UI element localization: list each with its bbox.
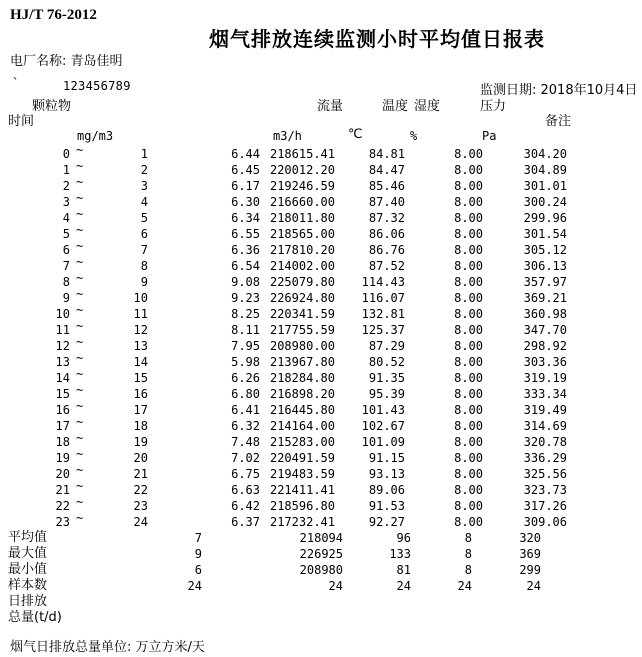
- hour-end-cell: 3: [140, 179, 148, 193]
- particulate-cell: 6.17: [231, 179, 260, 193]
- flow-cell: 214164.00: [269, 419, 335, 433]
- pressure-cell: 305.12: [523, 243, 567, 257]
- summary-row: [0, 578, 642, 594]
- particulate-cell: 7.02: [231, 451, 260, 465]
- humidity-cell: 8.00: [454, 435, 483, 449]
- summary-value-pressure: 369: [519, 547, 541, 561]
- hour-end-cell: 17: [133, 403, 148, 417]
- temperature-cell: 92.27: [368, 515, 405, 529]
- humidity-cell: 8.00: [454, 387, 483, 401]
- particulate-cell: 6.26: [231, 371, 260, 385]
- column-header-particulate: 颗粒物: [32, 99, 72, 114]
- temperature-cell: 87.29: [368, 339, 405, 353]
- summary-row: [0, 530, 642, 546]
- temperature-cell: 86.76: [368, 243, 405, 257]
- hour-end-cell: 23: [133, 499, 148, 513]
- summary-row: [0, 610, 642, 626]
- particulate-cell: 7.95: [231, 339, 260, 353]
- hour-end-cell: 13: [133, 339, 148, 353]
- table-row: [0, 223, 642, 242]
- table-row: [0, 479, 642, 498]
- flow-cell: 215283.00: [269, 435, 335, 449]
- tilde-separator: ~: [76, 463, 84, 477]
- summary-value-flow: 226925: [299, 547, 343, 561]
- flow-cell: 220491.59: [269, 451, 335, 465]
- particulate-cell: 6.32: [231, 419, 260, 433]
- particulate-cell: 9.23: [231, 291, 260, 305]
- pressure-cell: 347.70: [523, 323, 567, 337]
- particulate-cell: 6.36: [231, 243, 260, 257]
- humidity-cell: 8.00: [454, 259, 483, 273]
- particulate-cell: 6.54: [231, 259, 260, 273]
- temperature-cell: 86.06: [368, 227, 405, 241]
- hour-end-cell: 7: [140, 243, 148, 257]
- table-row: [0, 511, 642, 530]
- flow-cell: 217755.59: [269, 323, 335, 337]
- particulate-cell: 5.98: [231, 355, 260, 369]
- humidity-cell: 8.00: [454, 339, 483, 353]
- unit-pressure: Pa: [482, 129, 497, 143]
- table-row: [0, 495, 642, 514]
- humidity-cell: 8.00: [454, 243, 483, 257]
- hour-end-cell: 6: [140, 227, 148, 241]
- summary-label: 平均值: [8, 530, 48, 545]
- temperature-cell: 87.52: [368, 259, 405, 273]
- serial-number: 123456789: [63, 79, 131, 93]
- temperature-cell: 84.81: [368, 147, 405, 161]
- temperature-cell: 91.15: [368, 451, 405, 465]
- summary-value-temperature: 133: [389, 547, 411, 561]
- summary-value-pressure: 320: [519, 531, 541, 545]
- humidity-cell: 8.00: [454, 355, 483, 369]
- tilde-separator: ~: [76, 303, 84, 317]
- hour-start-cell: 16: [55, 403, 70, 417]
- hour-end-cell: 20: [133, 451, 148, 465]
- tilde-separator: ~: [76, 335, 84, 349]
- pressure-cell: 357.97: [523, 275, 567, 289]
- particulate-cell: 6.63: [231, 483, 260, 497]
- particulate-cell: 6.75: [231, 467, 260, 481]
- table-row: [0, 271, 642, 290]
- temperature-cell: 116.07: [361, 291, 405, 305]
- humidity-cell: 8.00: [454, 467, 483, 481]
- column-header-humidity: 湿度: [414, 99, 441, 114]
- table-row: [0, 159, 642, 178]
- humidity-cell: 8.00: [454, 179, 483, 193]
- tilde-separator: ~: [76, 495, 84, 509]
- column-header-time: 时间: [8, 114, 35, 129]
- hour-start-cell: 10: [55, 307, 70, 321]
- tilde-separator: ~: [76, 223, 84, 237]
- table-row: [0, 175, 642, 194]
- hour-start-cell: 20: [55, 467, 70, 481]
- summary-row: [0, 546, 642, 562]
- hour-start-cell: 11: [55, 323, 70, 337]
- hour-start-cell: 19: [55, 451, 70, 465]
- unit-flow: m3/h: [273, 129, 302, 143]
- pressure-cell: 360.98: [523, 307, 567, 321]
- column-header-pressure: 压力: [480, 99, 507, 114]
- summary-value-humidity: 8: [464, 563, 472, 577]
- particulate-cell: 6.41: [231, 403, 260, 417]
- pressure-cell: 369.21: [523, 291, 567, 305]
- flow-cell: 216660.00: [269, 195, 335, 209]
- pressure-cell: 333.34: [523, 387, 567, 401]
- tilde-separator: ~: [76, 399, 84, 413]
- pressure-cell: 306.13: [523, 259, 567, 273]
- hour-end-cell: 2: [140, 163, 148, 177]
- table-row: [0, 399, 642, 418]
- flow-cell: 225079.80: [269, 275, 335, 289]
- pressure-cell: 336.29: [523, 451, 567, 465]
- particulate-cell: 9.08: [231, 275, 260, 289]
- table-row: [0, 431, 642, 450]
- standard-number: HJ/T 76-2012: [10, 7, 97, 23]
- report-title: 烟气排放连续监测小时平均值日报表: [209, 27, 545, 51]
- hour-end-cell: 22: [133, 483, 148, 497]
- flow-cell: 214002.00: [269, 259, 335, 273]
- pressure-cell: 309.06: [523, 515, 567, 529]
- tilde-separator: ~: [76, 191, 84, 205]
- unit-humidity: %: [410, 129, 418, 143]
- particulate-cell: 6.80: [231, 387, 260, 401]
- flow-cell: 218284.80: [269, 371, 335, 385]
- hour-start-cell: 9: [62, 291, 70, 305]
- humidity-cell: 8.00: [454, 275, 483, 289]
- hour-end-cell: 24: [133, 515, 148, 529]
- temperature-cell: 84.47: [368, 163, 405, 177]
- hour-end-cell: 10: [133, 291, 148, 305]
- temperature-cell: 132.81: [361, 307, 405, 321]
- flow-cell: 219246.59: [269, 179, 335, 193]
- tilde-separator: ~: [76, 367, 84, 381]
- humidity-cell: 8.00: [454, 515, 483, 529]
- hour-start-cell: 15: [55, 387, 70, 401]
- humidity-cell: 8.00: [454, 371, 483, 385]
- particulate-cell: 6.34: [231, 211, 260, 225]
- tilde-separator: ~: [76, 383, 84, 397]
- humidity-cell: 8.00: [454, 419, 483, 433]
- summary-value-flow: 208980: [299, 563, 343, 577]
- column-header-temperature: 温度: [382, 99, 409, 114]
- humidity-cell: 8.00: [454, 211, 483, 225]
- summary-row: [0, 562, 642, 578]
- humidity-cell: 8.00: [454, 483, 483, 497]
- summary-label: 总量(t/d): [8, 610, 62, 625]
- hour-start-cell: 0: [62, 147, 70, 161]
- pressure-cell: 319.19: [523, 371, 567, 385]
- hour-start-cell: 2: [62, 179, 70, 193]
- temperature-cell: 101.43: [361, 403, 405, 417]
- table-row: [0, 351, 642, 370]
- summary-value-particulate: 6: [194, 563, 202, 577]
- humidity-cell: 8.00: [454, 307, 483, 321]
- hour-end-cell: 18: [133, 419, 148, 433]
- particulate-cell: 6.30: [231, 195, 260, 209]
- tilde-separator: ~: [76, 287, 84, 301]
- summary-value-humidity: 8: [464, 531, 472, 545]
- pressure-cell: 303.36: [523, 355, 567, 369]
- tilde-separator: ~: [76, 255, 84, 269]
- temperature-cell: 102.67: [361, 419, 405, 433]
- hour-start-cell: 1: [62, 163, 70, 177]
- humidity-cell: 8.00: [454, 147, 483, 161]
- humidity-cell: 8.00: [454, 451, 483, 465]
- tilde-separator: ~: [76, 415, 84, 429]
- summary-value-temperature: 96: [396, 531, 411, 545]
- hour-start-cell: 22: [55, 499, 70, 513]
- summary-value-particulate: 24: [187, 579, 202, 593]
- summary-label: 样本数: [8, 578, 48, 593]
- column-header-remark: 备注: [545, 114, 572, 129]
- footer-note: 烟气日排放总量单位: 万立方米/天: [10, 640, 205, 655]
- particulate-cell: 6.37: [231, 515, 260, 529]
- tilde-separator: ~: [76, 479, 84, 493]
- hour-start-cell: 21: [55, 483, 70, 497]
- tilde-separator: ~: [76, 271, 84, 285]
- column-header-flow: 流量: [317, 99, 344, 114]
- hour-end-cell: 19: [133, 435, 148, 449]
- flow-cell: 220341.59: [269, 307, 335, 321]
- flow-cell: 216898.20: [269, 387, 335, 401]
- hour-end-cell: 12: [133, 323, 148, 337]
- pressure-cell: 299.96: [523, 211, 567, 225]
- summary-value-particulate: 7: [194, 531, 202, 545]
- flow-cell: 208980.00: [269, 339, 335, 353]
- temperature-cell: 91.35: [368, 371, 405, 385]
- table-row: [0, 447, 642, 466]
- hour-end-cell: 8: [140, 259, 148, 273]
- hour-start-cell: 18: [55, 435, 70, 449]
- hour-end-cell: 21: [133, 467, 148, 481]
- temperature-cell: 91.53: [368, 499, 405, 513]
- temperature-cell: 89.06: [368, 483, 405, 497]
- table-row: [0, 463, 642, 482]
- temperature-cell: 85.46: [368, 179, 405, 193]
- stray-mark: `: [12, 76, 20, 90]
- table-row: [0, 319, 642, 338]
- hour-end-cell: 9: [140, 275, 148, 289]
- hour-start-cell: 5: [62, 227, 70, 241]
- hour-start-cell: 7: [62, 259, 70, 273]
- pressure-cell: 314.69: [523, 419, 567, 433]
- unit-particulate: mg/m3: [77, 129, 114, 143]
- summary-value-humidity: 8: [464, 547, 472, 561]
- hour-start-cell: 6: [62, 243, 70, 257]
- flow-cell: 217810.20: [269, 243, 335, 257]
- hour-start-cell: 13: [55, 355, 70, 369]
- hour-start-cell: 4: [62, 211, 70, 225]
- monitoring-date: 监测日期: 2018年10月4日: [480, 83, 638, 98]
- hour-end-cell: 14: [133, 355, 148, 369]
- temperature-cell: 80.52: [368, 355, 405, 369]
- temperature-cell: 87.40: [368, 195, 405, 209]
- hour-start-cell: 23: [55, 515, 70, 529]
- pressure-cell: 304.20: [523, 147, 567, 161]
- summary-value-temperature: 24: [396, 579, 411, 593]
- flow-cell: 218565.00: [269, 227, 335, 241]
- humidity-cell: 8.00: [454, 163, 483, 177]
- pressure-cell: 319.49: [523, 403, 567, 417]
- summary-label: 最大值: [8, 546, 48, 561]
- table-row: [0, 191, 642, 210]
- table-row: [0, 143, 642, 162]
- plant-name: 电厂名称: 青岛佳明: [10, 54, 123, 69]
- summary-label: 最小值: [8, 562, 48, 577]
- tilde-separator: ~: [76, 351, 84, 365]
- temperature-cell: 114.43: [361, 275, 405, 289]
- flow-cell: 213967.80: [269, 355, 335, 369]
- flow-cell: 216445.80: [269, 403, 335, 417]
- pressure-cell: 323.73: [523, 483, 567, 497]
- summary-label: 日排放: [8, 594, 48, 609]
- tilde-separator: ~: [76, 239, 84, 253]
- temperature-cell: 95.39: [368, 387, 405, 401]
- summary-value-pressure: 24: [526, 579, 541, 593]
- tilde-separator: ~: [76, 159, 84, 173]
- flow-cell: 218596.80: [269, 499, 335, 513]
- humidity-cell: 8.00: [454, 195, 483, 209]
- hour-start-cell: 17: [55, 419, 70, 433]
- hour-end-cell: 16: [133, 387, 148, 401]
- summary-value-humidity: 24: [457, 579, 472, 593]
- temperature-cell: 93.13: [368, 467, 405, 481]
- particulate-cell: 7.48: [231, 435, 260, 449]
- humidity-cell: 8.00: [454, 227, 483, 241]
- hour-start-cell: 14: [55, 371, 70, 385]
- summary-value-particulate: 9: [194, 547, 202, 561]
- summary-value-flow: 24: [328, 579, 343, 593]
- tilde-separator: ~: [76, 175, 84, 189]
- tilde-separator: ~: [76, 431, 84, 445]
- tilde-separator: ~: [76, 207, 84, 221]
- hour-end-cell: 1: [140, 147, 148, 161]
- table-row: [0, 207, 642, 226]
- table-row: [0, 255, 642, 274]
- summary-row: [0, 594, 642, 610]
- unit-temperature: ℃: [348, 127, 363, 142]
- flow-cell: 220012.20: [269, 163, 335, 177]
- pressure-cell: 317.26: [523, 499, 567, 513]
- hour-start-cell: 8: [62, 275, 70, 289]
- hour-end-cell: 11: [133, 307, 148, 321]
- flow-cell: 221411.41: [269, 483, 335, 497]
- temperature-cell: 101.09: [361, 435, 405, 449]
- pressure-cell: 301.01: [523, 179, 567, 193]
- tilde-separator: ~: [76, 511, 84, 525]
- tilde-separator: ~: [76, 143, 84, 157]
- hour-end-cell: 4: [140, 195, 148, 209]
- particulate-cell: 8.11: [231, 323, 260, 337]
- hour-start-cell: 12: [55, 339, 70, 353]
- summary-value-temperature: 81: [396, 563, 411, 577]
- table-row: [0, 239, 642, 258]
- flow-cell: 218011.80: [269, 211, 335, 225]
- flow-cell: 217232.41: [269, 515, 335, 529]
- humidity-cell: 8.00: [454, 323, 483, 337]
- flow-cell: 226924.80: [269, 291, 335, 305]
- particulate-cell: 6.45: [231, 163, 260, 177]
- humidity-cell: 8.00: [454, 403, 483, 417]
- pressure-cell: 298.92: [523, 339, 567, 353]
- pressure-cell: 320.78: [523, 435, 567, 449]
- pressure-cell: 304.89: [523, 163, 567, 177]
- pressure-cell: 325.56: [523, 467, 567, 481]
- table-row: [0, 287, 642, 306]
- humidity-cell: 8.00: [454, 291, 483, 305]
- humidity-cell: 8.00: [454, 499, 483, 513]
- table-row: [0, 415, 642, 434]
- particulate-cell: 8.25: [231, 307, 260, 321]
- pressure-cell: 301.54: [523, 227, 567, 241]
- particulate-cell: 6.42: [231, 499, 260, 513]
- particulate-cell: 6.44: [231, 147, 260, 161]
- temperature-cell: 125.37: [361, 323, 405, 337]
- table-row: [0, 367, 642, 386]
- temperature-cell: 87.32: [368, 211, 405, 225]
- table-row: [0, 335, 642, 354]
- summary-value-pressure: 299: [519, 563, 541, 577]
- summary-value-flow: 218094: [299, 531, 343, 545]
- tilde-separator: ~: [76, 447, 84, 461]
- pressure-cell: 300.24: [523, 195, 567, 209]
- hour-end-cell: 5: [140, 211, 148, 225]
- table-row: [0, 383, 642, 402]
- hour-end-cell: 15: [133, 371, 148, 385]
- hour-start-cell: 3: [62, 195, 70, 209]
- flow-cell: 218615.41: [269, 147, 335, 161]
- tilde-separator: ~: [76, 319, 84, 333]
- flow-cell: 219483.59: [269, 467, 335, 481]
- particulate-cell: 6.55: [231, 227, 260, 241]
- table-row: [0, 303, 642, 322]
